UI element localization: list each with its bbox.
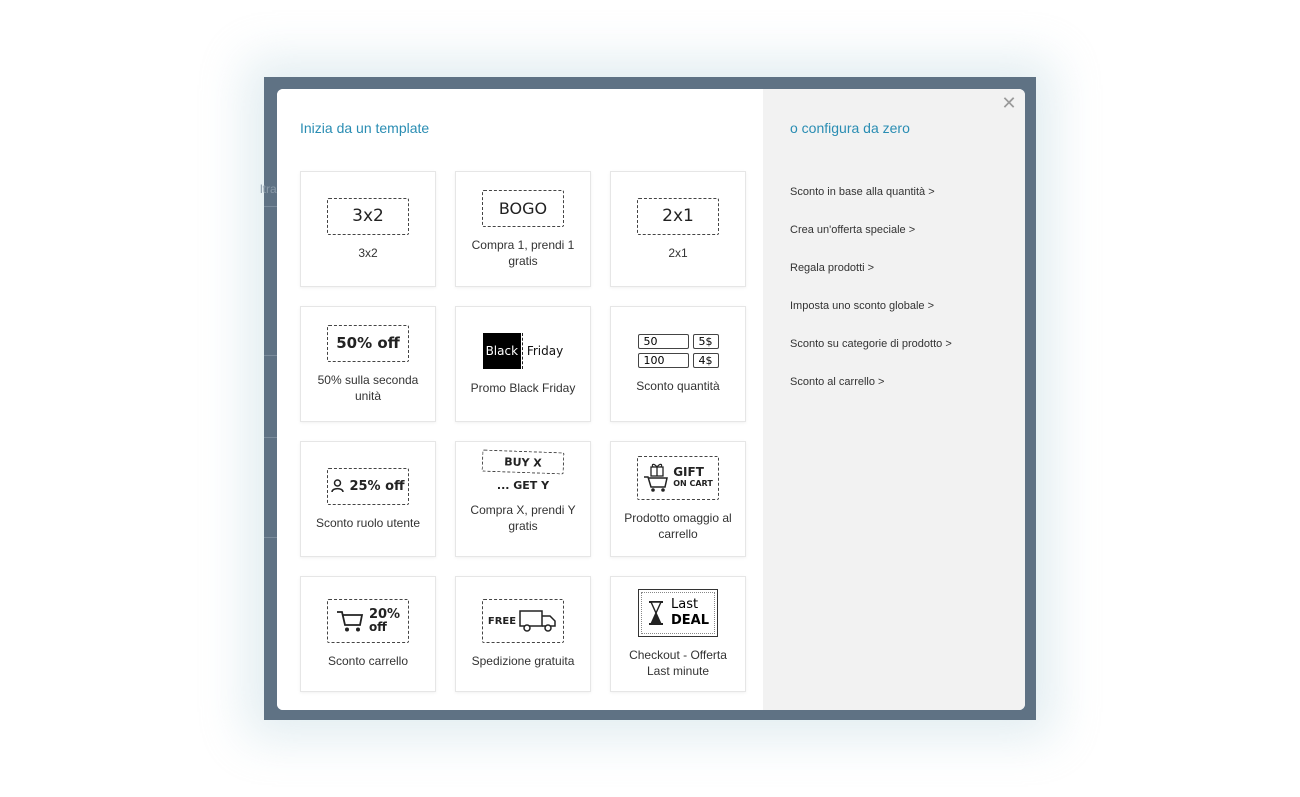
gift-on-cart-icon: GIFT ON CART — [637, 456, 719, 500]
template-label: Checkout - Offerta Last minute — [629, 648, 727, 678]
cart-discount-icon: 20% off — [327, 599, 409, 643]
template-label: 3x2 — [358, 245, 378, 260]
configure-links — [790, 185, 952, 413]
gift-cart-icon — [643, 463, 669, 493]
hourglass-icon — [647, 600, 665, 626]
template-label: Spedizione gratuita — [471, 654, 575, 668]
link-gift-products[interactable]: Regala prodotti > — [790, 262, 875, 274]
close-icon[interactable]: ✕ — [1001, 93, 1017, 113]
template-heading: Inizia da un template — [300, 120, 430, 136]
link-cart-discount[interactable]: Sconto al carrello > — [790, 376, 885, 388]
buy-x-get-y-icon: BUY X ... GET Y — [482, 451, 564, 492]
template-label: Sconto quantità — [636, 379, 720, 393]
template-card-50-off[interactable] — [300, 306, 436, 422]
bogo-badge-icon: BOGO — [482, 190, 564, 227]
template-card-last-deal[interactable] — [610, 576, 746, 692]
template-label: Promo Black Friday — [470, 381, 576, 395]
link-category-discount[interactable]: Sconto su categorie di prodotto > — [790, 338, 952, 350]
hourglass-last-deal-icon: Last DEAL — [638, 589, 718, 637]
template-card-buy-x-get-y[interactable] — [455, 441, 591, 557]
link-special-offer[interactable]: Crea un'offerta speciale > — [790, 224, 916, 236]
cart-icon — [336, 609, 364, 633]
template-card-free-shipping[interactable] — [455, 576, 591, 692]
free-shipping-truck-icon: FREE — [482, 599, 564, 643]
template-label: 50% sulla seconda unità — [317, 372, 419, 403]
template-label: 2x1 — [668, 245, 688, 260]
template-label: Sconto ruolo utente — [315, 515, 421, 530]
template-modal — [277, 89, 1025, 710]
configure-heading: o configura da zero — [790, 120, 910, 136]
configure-panel — [763, 89, 1025, 710]
user-icon — [331, 479, 344, 493]
link-global-discount[interactable]: Imposta uno sconto globale > — [790, 300, 935, 312]
black-friday-icon: Black Friday — [483, 332, 563, 370]
template-card-gift-on-cart[interactable] — [610, 441, 746, 557]
template-card-2x1[interactable] — [610, 171, 746, 287]
template-grid — [300, 171, 746, 692]
template-card-cart-discount[interactable] — [300, 576, 436, 692]
template-card-black-friday[interactable] — [455, 306, 591, 422]
template-label: Sconto carrello — [327, 654, 409, 668]
link-quantity-discount[interactable]: Sconto in base alla quantità > — [790, 186, 935, 198]
template-card-quantity[interactable] — [610, 306, 746, 422]
template-label: Compra X, prendi Y gratis — [470, 502, 576, 533]
user-role-badge-icon: 25% off — [327, 468, 409, 505]
truck-icon — [518, 608, 558, 634]
template-label: Compra 1, prendi 1 gratis — [471, 237, 575, 268]
background-partial-text: ltra — [260, 182, 277, 196]
template-card-bogo[interactable] — [455, 171, 591, 287]
50-off-badge-icon: 50% off — [327, 325, 409, 362]
quantity-table-icon: 50 5$ 100 4$ — [638, 334, 719, 368]
3x2-badge-icon: 3x2 — [327, 198, 409, 235]
template-card-3x2[interactable] — [300, 171, 436, 287]
2x1-badge-icon: 2x1 — [637, 198, 719, 235]
template-card-user-role[interactable] — [300, 441, 436, 557]
template-label: Prodotto omaggio al carrello — [624, 511, 732, 541]
template-panel — [277, 89, 763, 710]
